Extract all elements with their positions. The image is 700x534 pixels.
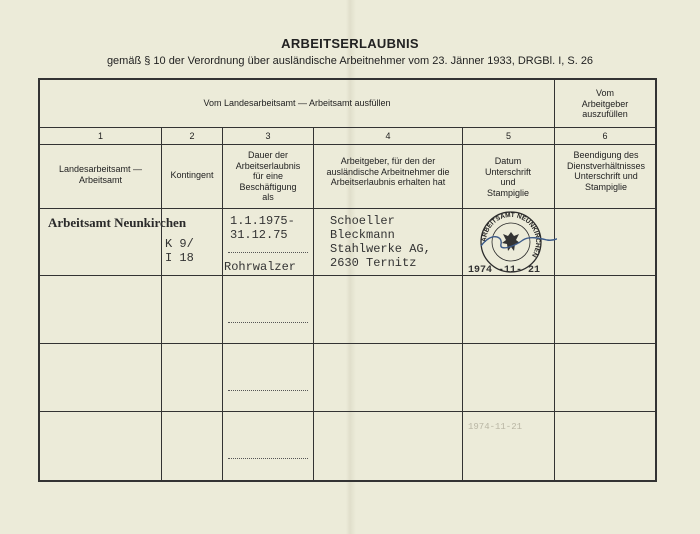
column-number-5: 5: [505, 131, 511, 141]
stamp-ring-text: ARBEITSAMT NEUNKIRCHEN: [480, 211, 542, 259]
group-header-employer: Vom Arbeitgeber auszufüllen: [581, 88, 629, 119]
office-stamp: Arbeitsamt Neunkirchen: [48, 215, 187, 230]
column-header-date-signature: Datum Unterschrift und Stampiglie: [484, 156, 531, 198]
faint-date-imprint: 1974-11-21: [468, 422, 523, 432]
duration-value: 1.1.1975- 31.12.75: [230, 214, 295, 242]
document-title: ARBEITSERLAUBNIS: [281, 36, 419, 51]
permit-table: [38, 78, 657, 482]
column-number-4: 4: [385, 131, 391, 141]
occupation-value: Rohrwalzer: [224, 260, 297, 274]
employer-value: Schoeller Bleckmann Stahlwerke AG, 2630 Ternitz: [330, 214, 431, 270]
column-number-2: 2: [189, 131, 195, 141]
kontingent-value: K 9/ I 18: [165, 237, 194, 265]
group-header-office: Vom Landesarbeitsamt — Arbeitsamt ausfüllen: [203, 98, 391, 108]
column-header-kontingent: Kontingent: [170, 170, 214, 180]
date-stamp: 1974 -11- 21: [468, 265, 541, 276]
column-header-office: Landesarbeitsamt — Arbeitsamt: [58, 164, 143, 185]
column-header-duration: Dauer der Arbeitserlaubnis für eine Beschäftigung als: [235, 150, 301, 202]
document-subtitle: gemäß § 10 der Verordnung über ausländische Arbeitnehmer vom 23. Jänner 1933, DRGBl. I, S. 26: [106, 55, 594, 67]
column-header-employer: Arbeitgeber, für den der ausländische Arbeitnehmer die Arbeitserlaubnis erhalten hat: [326, 156, 450, 187]
column-number-6: 6: [602, 131, 608, 141]
column-number-3: 3: [265, 131, 271, 141]
column-number-1: 1: [97, 131, 103, 141]
column-header-termination: Beendigung des Dienstverhältnisses Unterschrift und Stampiglie: [566, 150, 646, 192]
